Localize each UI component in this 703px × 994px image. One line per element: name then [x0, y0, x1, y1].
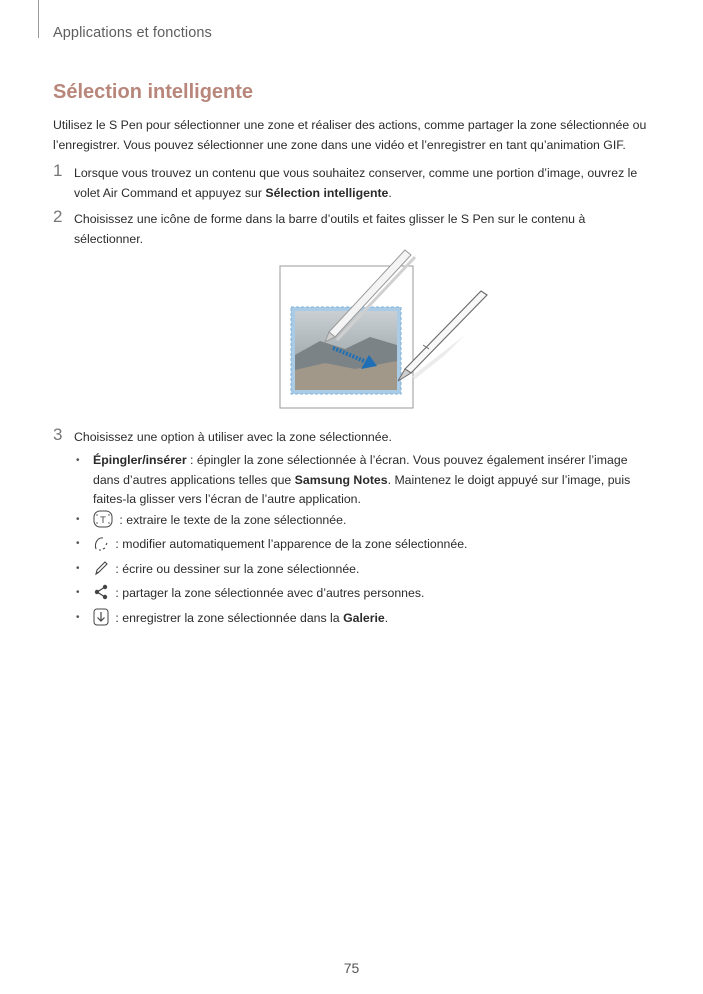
- pin-label: Épingler/insérer: [93, 453, 187, 467]
- illustration-smart-select: [265, 245, 505, 415]
- list-item-auto: • : modifier automatiquement l’apparence de la zone sélectionnée.: [73, 534, 653, 559]
- step-3: [53, 425, 653, 448]
- step-1: [53, 161, 653, 203]
- bullet-dot: •: [76, 562, 80, 574]
- extract-text-icon: [93, 510, 113, 535]
- step-number: 1: [53, 161, 63, 180]
- bullet-dot: •: [76, 538, 80, 549]
- bullet-dot: •: [76, 587, 80, 598]
- step-number: 3: [53, 425, 63, 444]
- list-item-save: • : enregistrer la zone sélectionnée dans la Galerie.: [73, 608, 653, 633]
- step-text: Lorsque vous trouvez un contenu que vous souhaitez conserver, comme une portion d’image, ouvrez le volet Air Command et appuyez sur Sélection intelligente.: [74, 166, 638, 200]
- bullet-dot: •: [76, 513, 80, 525]
- bullet-dot: •: [76, 455, 80, 466]
- section-header: Applications et fonctions: [53, 25, 212, 41]
- share-icon: [93, 583, 109, 608]
- page-number: 75: [343, 960, 360, 976]
- list-item-share: • : partager la zone sélectionnée avec d’autres personnes.: [73, 583, 653, 608]
- bullet-dot: •: [76, 611, 80, 623]
- page-title: Sélection intelligente: [53, 81, 254, 103]
- step-text: Choisissez une option à utiliser avec la zone sélectionnée.: [74, 430, 392, 444]
- list-item-draw: • : écrire ou dessiner sur la zone sélectionnée.: [73, 559, 653, 584]
- corner-mark: [38, 0, 39, 38]
- step-text: Choisissez une icône de forme dans la barre d’outils et faites glisser le S Pen sur le contenu à sélectionner.: [74, 212, 586, 246]
- list-item-extract: • T : extraire le texte de la zone sélectionnée.: [73, 510, 653, 535]
- options-list: [73, 451, 653, 632]
- step-2: [53, 207, 653, 249]
- auto-select-icon: [93, 534, 109, 559]
- list-item-pin: • Épingler/insérer : épingler la zone sélectionnée à l’écran. Vous pouvez également insérer l’image dans d’autres applications telles que Samsung Notes. Maintenez le doigt appuyé sur l’image, puis faites-la glisser vers l’écran de l’autre application.: [76, 453, 631, 506]
- download-icon: [93, 608, 109, 633]
- pen-icon: [93, 559, 109, 584]
- step-number: 2: [53, 207, 63, 226]
- svg-text:T: T: [100, 515, 106, 526]
- intro-paragraph: Utilisez le S Pen pour sélectionner une zone et réaliser des actions, comme partager la zone sélectionnée ou l’enregistrer. Vous pouvez sélectionner une zone dans une vidéo et l’enregistrer en tant qu’animation GIF.: [53, 118, 647, 152]
